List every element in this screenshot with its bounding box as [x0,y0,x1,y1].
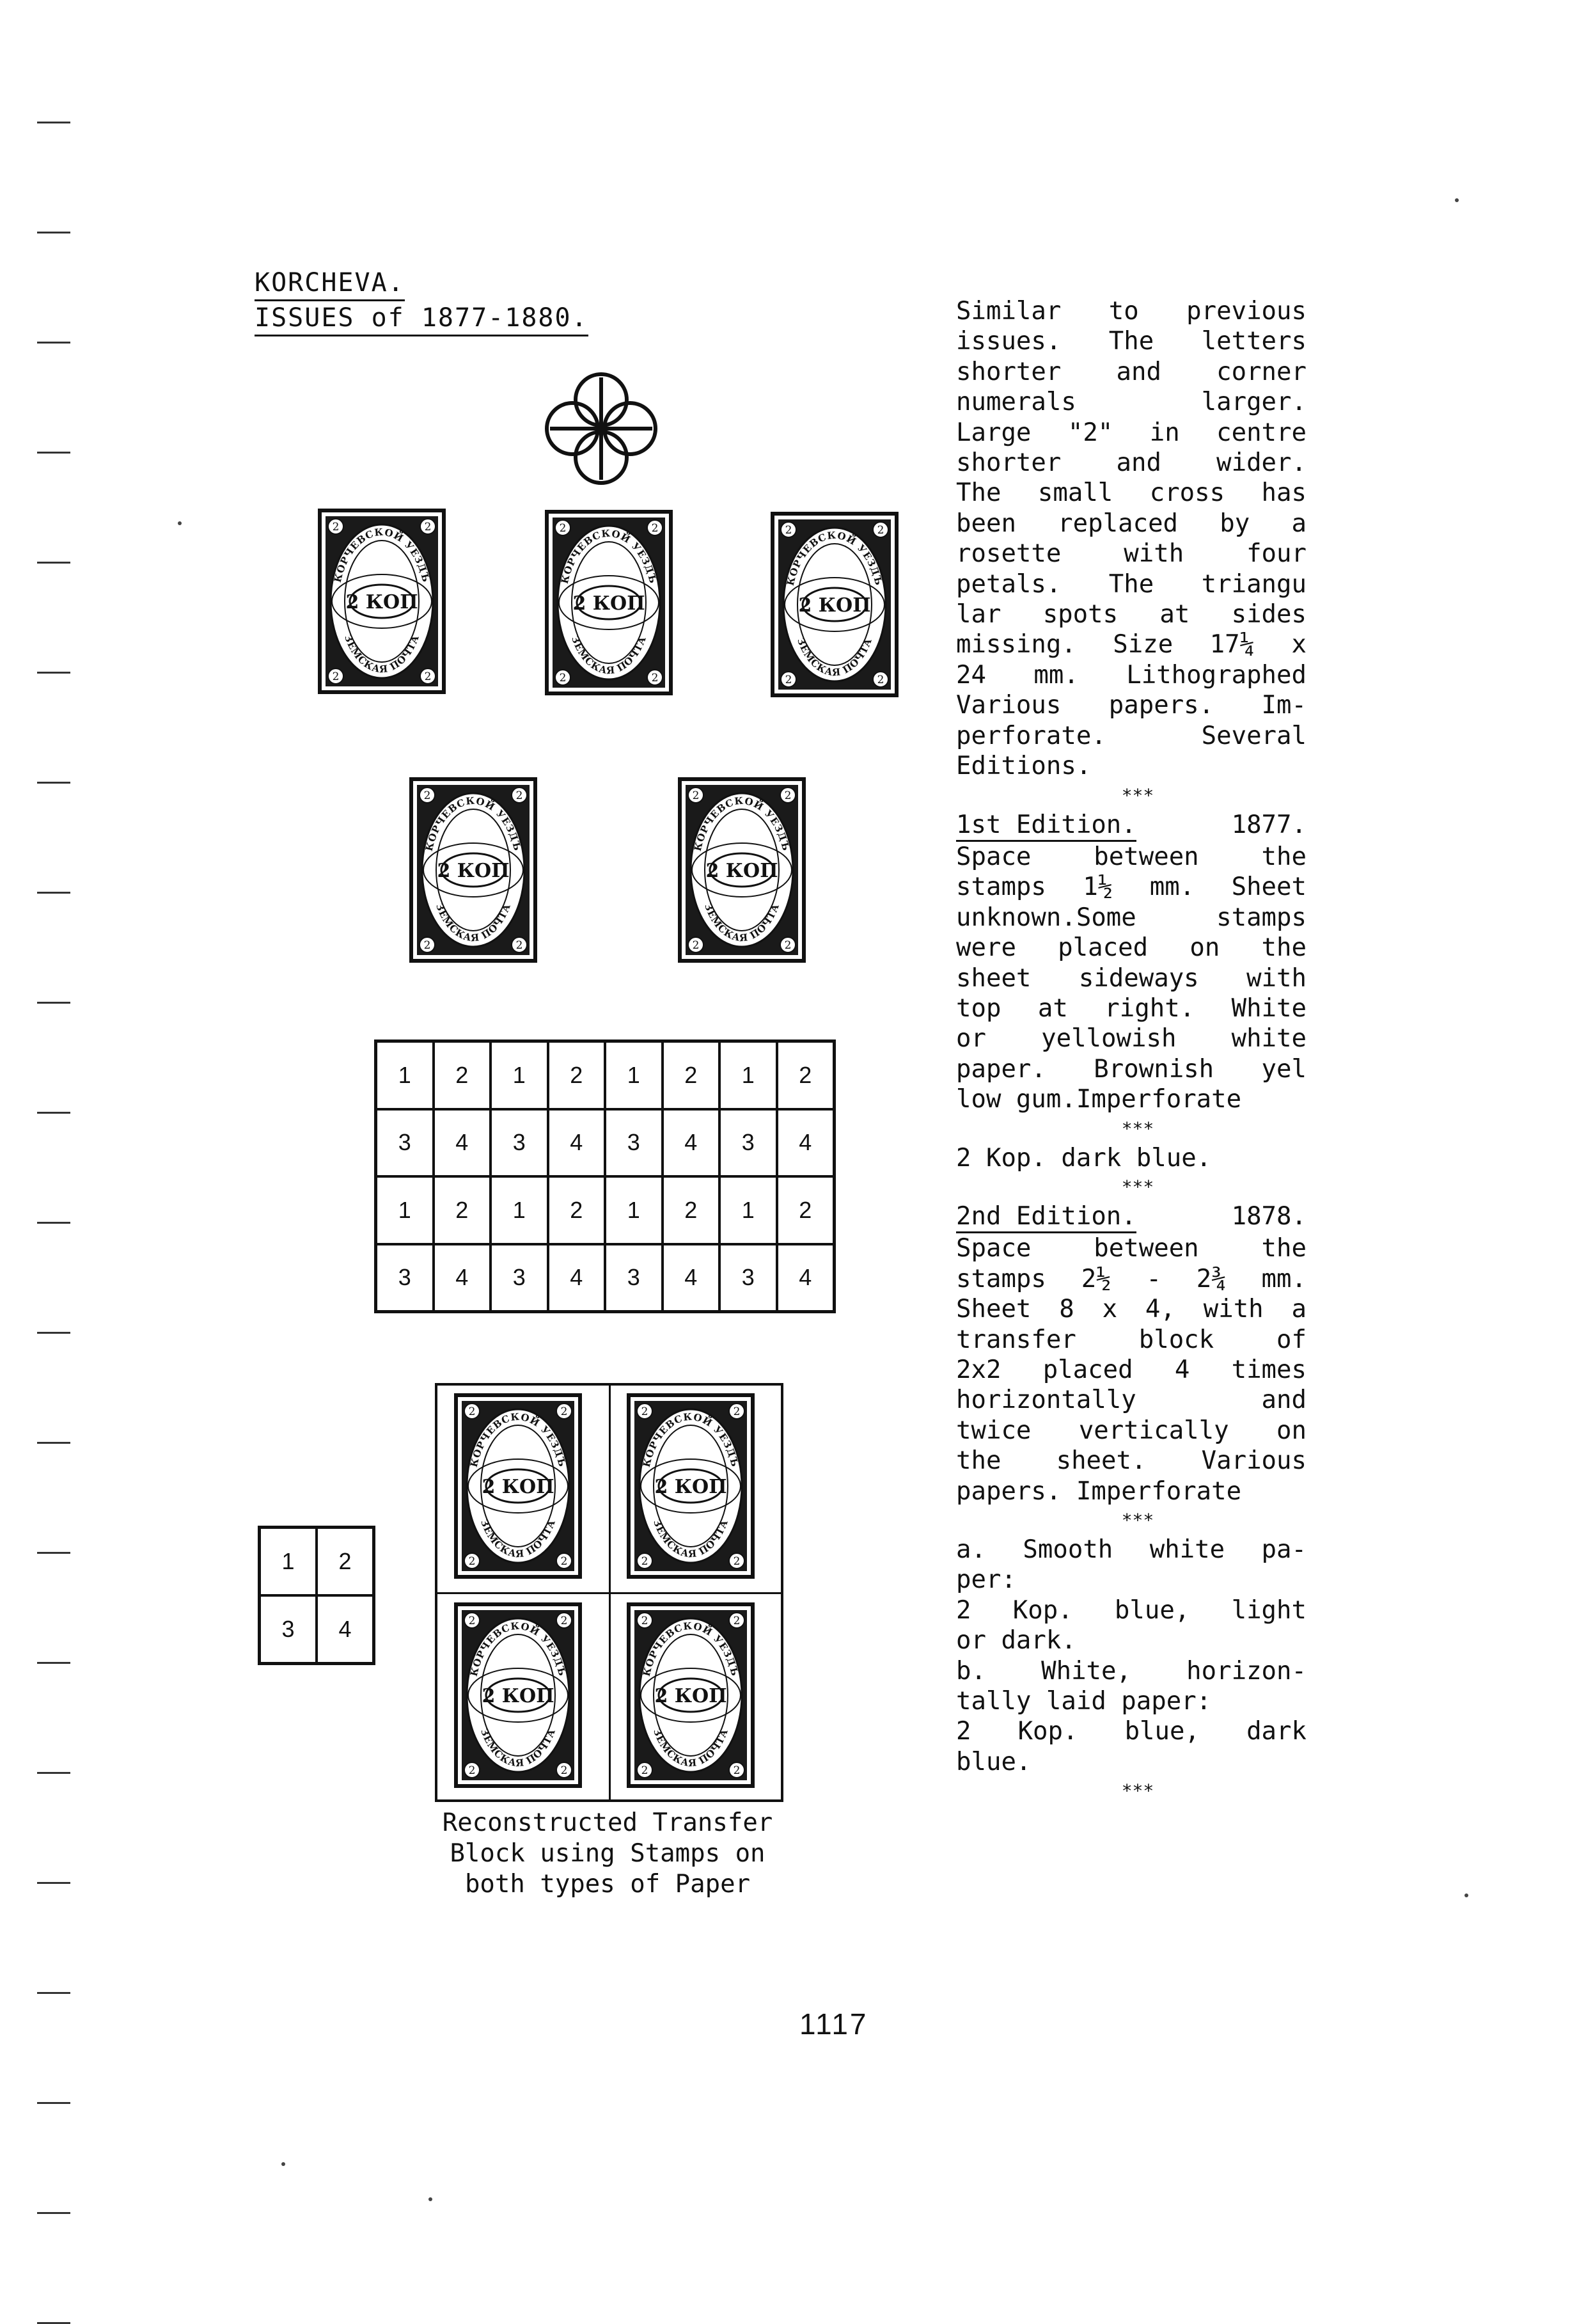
key-cell: 3 [260,1595,317,1663]
sheet-cell: 2 [663,1041,720,1109]
description-column [956,296,1307,1805]
stamp-svg [454,1393,582,1579]
stamp-svg [771,512,899,697]
stamp-bottom-text: ЗЕМСКАЯ ПОЧТА [569,634,649,677]
stamp-value: 2 КОП [654,1476,727,1498]
text-line: unknown.Some stamps [956,903,1307,932]
caption-line: Reconstructed Transfer [442,1808,773,1837]
stamp-corner-numeral: 2 [559,672,567,684]
text-line: or yellowish white [956,1024,1307,1054]
scan-speck [1464,1893,1468,1897]
text-line: transfer block of [956,1325,1307,1354]
text-line: petals. The triangu [956,569,1307,599]
sheet-cell: 2 [434,1176,491,1244]
separator: *** [1121,1780,1154,1802]
text-line: blue. [956,1747,1032,1776]
stamp-corner-numeral: 2 [468,1764,476,1777]
separator: *** [1121,784,1154,806]
stamp-bottom-text: ЗЕМСКАЯ ПОЧТА [702,901,782,944]
stamp-top-text: КОРЧЕВСКОЙ УЕЗДЪ [467,1411,569,1469]
binder-tick [37,452,70,454]
text-line: the sheet. Various [956,1446,1307,1476]
binder-tick [37,1442,70,1444]
text-line: were placed on the [956,933,1307,963]
binder-tick [37,672,70,674]
stamp-svg [545,510,673,695]
stamp-image-3 [771,512,899,697]
stamp-corner-numeral: 2 [641,1405,648,1418]
stamp-image-2 [545,510,673,695]
text-line: sheet sideways with [956,963,1307,993]
block-stamp-2 [627,1393,755,1579]
stamp-corner-numeral: 2 [560,1615,568,1627]
stamp-corner-numeral: 2 [423,939,431,952]
scan-speck [281,2162,285,2166]
stamp-corner-numeral: 2 [559,522,567,535]
stamp-svg [627,1602,755,1788]
binder-tick [37,2102,70,2104]
stamp-top-text: КОРЧЕВСКОЙ УЕЗДЪ [640,1620,741,1678]
stamp-top-text: КОРЧЕВСКОЙ УЕЗДЪ [691,794,792,853]
text-line: per: [956,1565,1016,1595]
stamp-top-text: КОРЧЕВСКОЙ УЕЗДЪ [331,526,432,584]
binder-tick [37,782,70,784]
sheet-cell: 2 [663,1176,720,1244]
text-line: paper. Brownish yel [956,1054,1307,1084]
sheet-cell: 4 [777,1244,835,1312]
stamp-svg [678,777,806,963]
stamp-corner-numeral: 2 [785,674,792,686]
stamp-bottom-text: ЗЕМСКАЯ ПОЧТА [478,1517,558,1560]
stamp-svg [454,1602,582,1788]
block-stamp-1 [454,1393,582,1579]
scan-speck [428,2197,432,2201]
block-stamp-3 [454,1602,582,1788]
sheet-cell: 4 [663,1244,720,1312]
text-line: tally laid paper: [956,1687,1212,1716]
stamp-top-text: КОРЧЕВСКОЙ УЕЗДЪ [467,1620,569,1678]
text-line: shorter and corner [956,357,1307,386]
text-line: 2x2 placed 4 times [956,1356,1307,1384]
scan-speck [178,521,182,525]
stamp-value: 2 КОП [572,592,645,615]
text-line: b. White, horizon- [956,1656,1307,1686]
text-line: twice vertically on [956,1416,1307,1445]
stamp-top-text: КОРЧЕВСКОЙ УЕЗДЪ [784,529,885,587]
stamp-corner-numeral: 2 [733,1405,741,1418]
stamp-corner-numeral: 2 [733,1764,741,1777]
stamp-bottom-text: ЗЕМСКАЯ ПОЧТА [433,901,514,944]
first-edition-text [956,842,1307,1115]
second-edition-year: 1878. [1231,1201,1307,1231]
text-line: papers. Imperforate [956,1476,1242,1506]
heading-town: KORCHEVA. [255,267,405,301]
binder-tick [37,1112,70,1114]
stamp-corner-numeral: 2 [560,1555,568,1568]
stamp-corner-numeral: 2 [641,1615,648,1627]
stamp-value: 2 КОП [482,1476,554,1498]
scan-speck [1455,198,1459,202]
key-cell: 4 [317,1595,373,1663]
stamp-bottom-text: ЗЕМСКАЯ ПОЧТА [794,636,875,679]
key-cell: 1 [260,1528,317,1595]
text-line: Various papers. Im- [956,691,1307,720]
text-line: rosette with four [956,539,1307,569]
stamp-corner-numeral: 2 [423,789,431,802]
stamp-corner-numeral: 2 [877,524,884,537]
stamp-corner-numeral: 2 [560,1764,568,1777]
binder-tick [37,1332,70,1334]
text-line: lar spots at sides [956,600,1307,629]
stamp-corner-numeral: 2 [692,789,700,802]
text-line: numerals larger. [956,388,1307,417]
key-cell: 2 [317,1528,373,1595]
stamp-corner-numeral: 2 [424,521,432,534]
sheet-cell: 3 [605,1244,663,1312]
text-line: top at right. White [956,993,1307,1023]
sheet-cell: 1 [605,1176,663,1244]
binder-tick [37,122,70,123]
text-line: shorter and wider. [956,448,1307,478]
binder-tick [37,1772,70,1774]
stamp-corner-numeral: 2 [651,672,659,684]
stamp-bottom-text: ЗЕМСКАЯ ПОЧТА [478,1727,558,1769]
stamp-corner-numeral: 2 [332,521,340,534]
second-edition-heading [956,1201,1307,1233]
second-edition-papers [956,1535,1307,1777]
sheet-cell: 1 [491,1176,548,1244]
text-line: Space between the [956,842,1307,871]
binder-tick [37,1992,70,1994]
sheet-cell: 2 [434,1041,491,1109]
stamp-corner-numeral: 2 [468,1405,476,1418]
binder-tick [37,1002,70,1004]
stamp-corner-numeral: 2 [424,670,432,683]
text-line: issues. The letters [956,327,1307,356]
rosette-icon [540,368,662,489]
separator: *** [1121,1176,1154,1198]
text-line: Editions. [956,752,1092,781]
text-line: Space between the [956,1234,1307,1263]
sheet-cell: 3 [376,1244,434,1312]
stamp-corner-numeral: 2 [641,1555,648,1568]
text-line: stamps 1½ mm. Sheet [956,873,1307,902]
sheet-cell: 4 [548,1244,606,1312]
sheet-cell: 4 [548,1109,606,1177]
text-line: The small cross has [956,478,1307,508]
stamp-value: 2 КОП [345,591,418,613]
binder-tick [37,342,70,344]
stamp-bottom-text: ЗЕМСКАЯ ПОЧТА [650,1517,731,1560]
stamp-bottom-text: ЗЕМСКАЯ ПОЧТА [342,633,422,676]
stamp-corner-numeral: 2 [692,939,700,952]
first-edition-variety: 2 Kop. dark blue. [956,1143,1212,1173]
heading-issues: ISSUES of 1877-1880. [255,303,588,336]
stamp-corner-numeral: 2 [468,1615,476,1627]
sheet-cell: 1 [491,1041,548,1109]
text-line: low gum.Imperforate [956,1085,1242,1114]
sheet-cell: 4 [434,1244,491,1312]
block-stamp-4 [627,1602,755,1788]
text-line: or dark. [956,1626,1076,1656]
text-line: 2 Kop. blue, dark [956,1717,1307,1746]
stamp-corner-numeral: 2 [641,1764,648,1777]
stamp-corner-numeral: 2 [733,1615,741,1627]
stamp-value: 2 КОП [705,860,778,882]
first-edition-year: 1877. [1231,810,1307,839]
stamp-corner-numeral: 2 [785,524,792,537]
binder-tick [37,2212,70,2214]
sheet-cell: 3 [719,1244,777,1312]
text-line: 2 Kop. blue, light [956,1595,1307,1625]
stamp-value: 2 КОП [437,860,510,882]
first-edition-heading [956,810,1307,842]
sheet-layout-grid [374,1039,836,1313]
caption-line: both types of Paper [464,1870,751,1899]
stamp-corner-numeral: 2 [515,939,523,952]
sheet-cell: 4 [434,1109,491,1177]
stamp-corner-numeral: 2 [651,522,659,535]
binder-tick [37,232,70,233]
binder-margin-marks [37,0,72,2243]
sheet-cell: 1 [719,1041,777,1109]
stamp-corner-numeral: 2 [784,939,792,952]
text-line: Large "2" in centre [956,418,1307,447]
intro-paragraph [956,296,1307,782]
stamp-svg [318,509,446,694]
stamp-bottom-text: ЗЕМСКАЯ ПОЧТА [650,1727,731,1769]
sheet-cell: 2 [777,1176,835,1244]
first-edition-title: 1st Edition. [956,810,1136,842]
sheet-cell: 4 [777,1109,835,1177]
separator: *** [1121,1510,1154,1531]
text-line: 24 mm. Lithographed [956,660,1307,690]
block-divider-horizontal [437,1592,781,1594]
stamp-svg [409,777,537,963]
binder-tick [37,892,70,894]
caption-line: Block using Stamps on [450,1839,766,1868]
stamp-corner-numeral: 2 [515,789,523,802]
text-line: stamps 2½ - 2¾ mm. [956,1264,1307,1293]
stamp-corner-numeral: 2 [784,789,792,802]
text-line: a. Smooth white pa- [956,1535,1307,1565]
text-line: Similar to previous [956,297,1307,326]
sheet-cell: 2 [548,1176,606,1244]
separator: *** [1121,1118,1154,1139]
sheet-cell: 2 [548,1041,606,1109]
binder-tick [37,1222,70,1224]
stamp-corner-numeral: 2 [332,670,340,683]
stamp-corner-numeral: 2 [468,1555,476,1568]
stamp-svg [627,1393,755,1579]
second-edition-title: 2nd Edition. [956,1201,1136,1233]
stamp-image-5 [678,777,806,963]
stamp-value: 2 КОП [482,1685,554,1707]
sheet-cell: 4 [663,1109,720,1177]
sheet-cell: 1 [376,1041,434,1109]
stamp-image-4 [409,777,537,963]
sheet-cell: 1 [605,1041,663,1109]
stamp-corner-numeral: 2 [733,1555,741,1568]
binder-tick [37,562,70,564]
stamp-top-text: КОРЧЕВСКОЙ УЕЗДЪ [558,527,659,585]
sheet-cell: 2 [777,1041,835,1109]
text-line: perforate. Several [956,721,1307,750]
sheet-cell: 3 [491,1109,548,1177]
page-number: 1117 [799,2007,868,2041]
stamp-value: 2 КОП [798,594,871,617]
sheet-cell: 1 [376,1176,434,1244]
sheet-cell: 3 [605,1109,663,1177]
text-line: missing. Size 17¼ x [956,630,1307,660]
text-line: horizontally and [956,1386,1307,1415]
binder-tick [37,1882,70,1884]
transfer-block-caption [384,1808,831,1900]
text-line: Sheet 8 x 4, with a [956,1295,1307,1324]
binder-tick [37,1662,70,1664]
text-line: been replaced by a [956,509,1307,538]
stamp-corner-numeral: 2 [560,1405,568,1418]
stamp-top-text: КОРЧЕВСКОЙ УЕЗДЪ [640,1411,741,1469]
stamp-value: 2 КОП [654,1685,727,1707]
sheet-cell: 3 [491,1244,548,1312]
stamp-image-1 [318,509,446,694]
sheet-cell: 3 [719,1109,777,1177]
page-heading [255,267,588,336]
sheet-cell: 1 [719,1176,777,1244]
second-edition-text [956,1233,1307,1506]
sheet-cell: 3 [376,1109,434,1177]
stamp-corner-numeral: 2 [877,674,884,686]
stamp-top-text: КОРЧЕВСКОЙ УЕЗДЪ [423,794,524,853]
transfer-block-key [258,1526,375,1665]
binder-tick [37,1552,70,1554]
